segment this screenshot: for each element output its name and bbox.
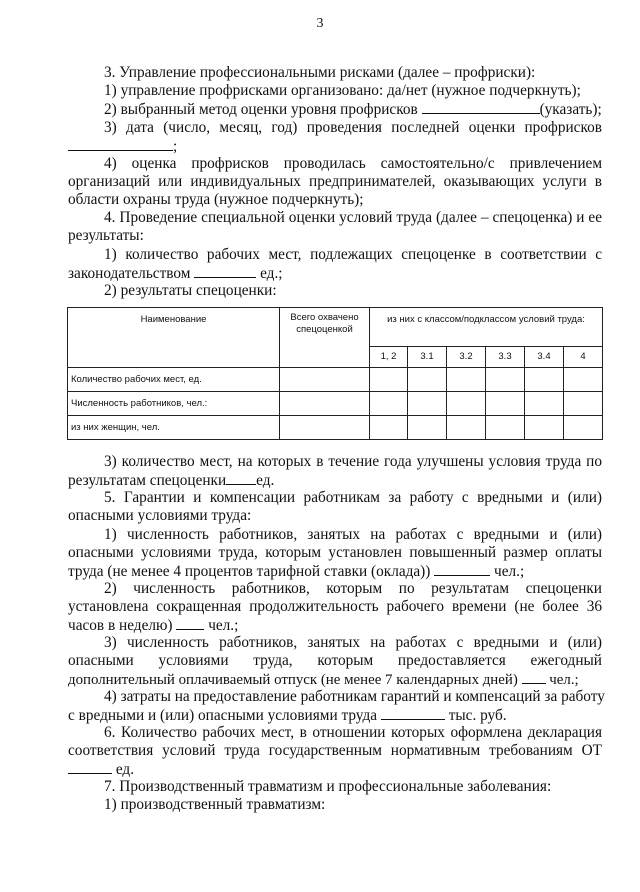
table-row	[68, 392, 603, 416]
section-6-line-1: 6. Количество рабочих мест, в отношении которых оформлена декларация	[104, 724, 602, 741]
results-table	[67, 307, 603, 440]
table-cell[interactable]	[280, 368, 370, 392]
table-row	[68, 368, 603, 392]
date-blank	[68, 137, 173, 151]
table-cell[interactable]	[408, 368, 447, 392]
table-cell[interactable]	[486, 392, 525, 416]
section-7-title: 7. Производственный травматизм и профессиональные заболевания:	[104, 778, 552, 795]
table-cell[interactable]	[525, 416, 564, 440]
class-col-header: 3.2	[447, 347, 486, 368]
table-cell[interactable]	[447, 368, 486, 392]
section-5-title-line-2: опасными условиями труда:	[68, 507, 252, 524]
page-number: 3	[316, 16, 324, 31]
table-cell[interactable]	[280, 416, 370, 440]
table-cell[interactable]	[525, 392, 564, 416]
declaration-blank	[68, 760, 112, 774]
section-3-item-4-line-1: 4) оценка профрисков проводилась самостоятельно/с привлечением	[104, 155, 602, 172]
section-5-title: 5. Гарантии и компенсации работникам за работу с вредными и (или)	[104, 489, 602, 506]
short-hours-blank	[176, 616, 204, 630]
class-col-header: 3.1	[408, 347, 447, 368]
table-cell[interactable]	[370, 392, 408, 416]
section-3-item-4-line-2: организаций или индивидуальных предпринимателей, оказывающих услуги в	[68, 173, 602, 190]
section-4-item-1-line-2: законодательством ед.;	[68, 265, 283, 282]
table-cell[interactable]	[447, 392, 486, 416]
table-cell[interactable]	[486, 416, 525, 440]
section-3-title: 3. Управление профессиональными рисками (далее – профриски):	[104, 64, 536, 81]
section-5-item-4-line-1: 4) затраты на предоставление работникам гарантий и компенсаций за работу	[104, 688, 605, 705]
workplaces-blank	[194, 264, 256, 278]
table-cell[interactable]	[370, 416, 408, 440]
section-5-item-1-line-3: труда (не менее 4 процентов тарифной ставки (оклада)) чел.;	[68, 563, 525, 580]
row-label: из них женщин, чел.	[68, 416, 280, 440]
extra-leave-blank	[522, 670, 546, 684]
costs-blank	[381, 706, 445, 720]
section-5-item-1-line-1: 1) численность работников, занятых на работах с вредными и (или)	[104, 526, 602, 543]
class-col-header: 1, 2	[370, 347, 408, 368]
table-cell[interactable]	[525, 368, 564, 392]
row-label: Количество рабочих мест, ед.	[68, 368, 280, 392]
class-col-header: 3.3	[486, 347, 525, 368]
table-cell[interactable]	[280, 392, 370, 416]
raised-pay-blank	[434, 562, 490, 576]
section-3-item-3: 3) дата (число, месяц, год) проведения последней оценки профрисков	[104, 119, 602, 136]
section-3-item-2: 2) выбранный метод оценки уровня профрисков (указать);	[104, 101, 602, 118]
section-7-item-1: 1) производственный травматизм:	[104, 796, 326, 813]
section-5-item-2-line-3: часов в неделю) чел.;	[68, 617, 239, 634]
section-6-line-3: ед.	[68, 760, 134, 779]
table-row	[68, 416, 603, 440]
table-cell[interactable]	[370, 368, 408, 392]
section-4-item-3: 3) количество мест, на которых в течение года улучшены условия труда по	[104, 453, 602, 470]
table-cell[interactable]	[408, 416, 447, 440]
section-4-title-line-2: результаты:	[68, 227, 144, 244]
section-5-item-1-line-2: опасными условиями труда, которым установлен повышенный размер оплаты	[68, 544, 602, 561]
section-5-item-4-line-2: с вредными и (или) опасными условиями труда тыс. руб.	[68, 707, 507, 724]
table-cell[interactable]	[447, 416, 486, 440]
table-cell[interactable]	[486, 368, 525, 392]
class-col-header: 4	[564, 347, 603, 368]
improved-blank	[226, 471, 256, 485]
table-cell[interactable]	[564, 392, 603, 416]
section-5-item-3-line-1: 3) численность работников, занятых на работах с вредными и (или)	[104, 634, 602, 651]
section-4-item-3-line-2: результатам спецоценки ед.	[68, 472, 275, 489]
header-classes: из них с классом/подклассом условий труда:	[370, 308, 603, 347]
table-cell[interactable]	[564, 368, 603, 392]
header-name: Наименование	[68, 308, 280, 368]
section-4-item-2: 2) результаты спецоценки:	[104, 282, 277, 299]
section-4-item-1: 1) количество рабочих мест, подлежащих спецоценке в соответствии с	[104, 246, 602, 263]
table-cell[interactable]	[408, 392, 447, 416]
method-blank	[422, 100, 540, 114]
section-3-item-4-line-3: области охраны труда (нужное подчеркнуть);	[68, 191, 364, 208]
section-5-item-3-line-2: опасными условиями труда, которым предоставляется ежегодный	[68, 652, 602, 669]
header-total: Всего охвачено спецоценкой	[280, 308, 370, 368]
section-5-item-3-line-3: дополнительный оплачиваемый отпуск (не менее 7 календарных дней) чел.;	[68, 672, 579, 688]
section-6-line-2: соответствия условий труда государственным нормативным требованиям ОТ	[68, 742, 602, 759]
class-col-header: 3.4	[525, 347, 564, 368]
section-5-item-2-line-2: установлена сокращенная продолжительность рабочего времени (не более 36	[68, 598, 602, 615]
section-5-item-2-line-1: 2) численность работников, которым по результатам спецоценки	[104, 580, 602, 597]
table-cell[interactable]	[564, 416, 603, 440]
section-3-item-3-end: ;	[68, 137, 177, 156]
section-3-item-1: 1) управление профрисками организовано: да/нет (нужное подчеркнуть);	[104, 82, 581, 99]
row-label: Численность работников, чел.:	[68, 392, 280, 416]
section-4-title: 4. Проведение специальной оценки условий труда (далее – спецоценка) и ее	[104, 209, 602, 226]
